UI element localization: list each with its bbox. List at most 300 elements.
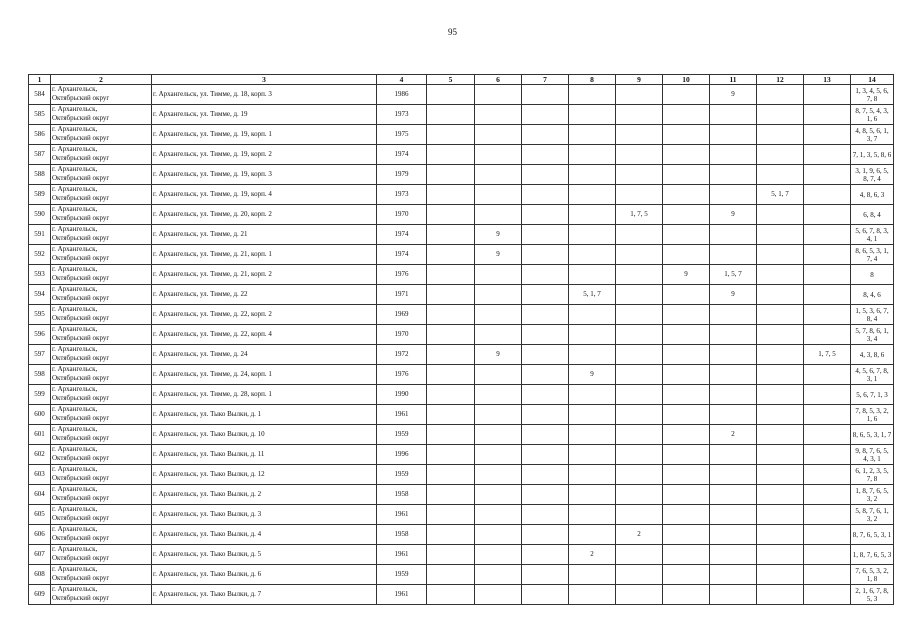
value-cell-col-8 [569,185,616,205]
value-cell-col-13 [804,205,851,225]
district-city: г. Архангельск, [52,285,98,293]
value-cell-col-8 [569,445,616,465]
address-cell: г. Архангельск, ул. Тимме, д. 19, корп. 1 [152,125,377,145]
sequence-cell: 8, 7, 6, 5, 3, 1 [851,525,894,545]
sequence-cell: 8, 7, 5, 4, 3, 1, 6 [851,105,894,125]
value-cell-col-7 [522,505,569,525]
value-cell-col-8 [569,145,616,165]
district-okrug: Октябрьский округ [52,554,110,562]
address-cell: г. Архангельск, ул. Тыко Вылки, д. 6 [152,565,377,585]
district-city: г. Архангельск, [52,585,98,593]
value-cell-col-8: 5, 1, 7 [569,285,616,305]
value-cell-col-9: 1, 7, 5 [616,205,663,225]
value-cell-col-11 [710,145,757,165]
value-cell-col-6 [475,465,522,485]
value-cell-col-12 [757,565,804,585]
table-row [29,325,894,345]
value-cell-col-9 [616,85,663,105]
table-row [29,525,894,545]
year-cell: 1974 [377,245,427,265]
value-cell-col-12 [757,165,804,185]
value-cell-col-12 [757,325,804,345]
value-cell-col-8 [569,465,616,485]
district-cell [51,185,152,205]
value-cell-col-9 [616,285,663,305]
district-okrug: Октябрьский округ [52,514,110,522]
value-cell-col-11 [710,385,757,405]
table-row [29,345,894,365]
table-row [29,385,894,405]
value-cell-col-6 [475,585,522,605]
value-cell-col-5 [427,505,475,525]
value-cell-col-13: 1, 7, 5 [804,345,851,365]
value-cell-col-10 [663,205,710,225]
district-okrug: Октябрьский округ [52,574,110,582]
address-cell: г. Архангельск, ул. Тимме, д. 19, корп. 3 [152,165,377,185]
value-cell-col-13 [804,385,851,405]
value-cell-col-13 [804,225,851,245]
value-cell-col-13 [804,505,851,525]
address-cell: г. Архангельск, ул. Тимме, д. 19, корп. 4 [152,185,377,205]
value-cell-col-6 [475,85,522,105]
row-number-cell: 593 [29,265,51,285]
year-cell: 1970 [377,325,427,345]
value-cell-col-6 [475,205,522,225]
address-cell: г. Архангельск, ул. Тыко Вылки, д. 10 [152,425,377,445]
value-cell-col-11: 9 [710,85,757,105]
value-cell-col-7 [522,305,569,325]
value-cell-col-12 [757,505,804,525]
value-cell-col-12 [757,365,804,385]
value-cell-col-5 [427,305,475,325]
district-cell [51,585,152,605]
value-cell-col-8 [569,345,616,365]
table-row [29,225,894,245]
district-okrug: Октябрьский округ [52,214,110,222]
value-cell-col-8 [569,425,616,445]
district-okrug: Октябрьский округ [52,414,110,422]
sequence-cell: 6, 1, 2, 3, 5, 7, 8 [851,465,894,485]
year-cell: 1976 [377,265,427,285]
value-cell-col-13 [804,525,851,545]
district-okrug: Октябрьский округ [52,154,110,162]
value-cell-col-5 [427,205,475,225]
value-cell-col-6 [475,425,522,445]
value-cell-col-10 [663,145,710,165]
row-number-cell: 588 [29,165,51,185]
value-cell-col-10 [663,245,710,265]
value-cell-col-11: 9 [710,285,757,305]
value-cell-col-5 [427,285,475,305]
year-cell: 1976 [377,365,427,385]
sequence-cell: 5, 8, 7, 6, 1, 3, 2 [851,505,894,525]
sequence-cell: 2, 1, 6, 7, 8, 5, 3 [851,585,894,605]
value-cell-col-7 [522,325,569,345]
address-cell: г. Архангельск, ул. Тыко Вылки, д. 2 [152,485,377,505]
page-number: 95 [448,27,457,37]
year-cell: 1975 [377,125,427,145]
address-cell: г. Архангельск, ул. Тимме, д. 22 [152,285,377,305]
column-header-13: 13 [804,75,851,85]
value-cell-col-13 [804,565,851,585]
row-number-cell: 584 [29,85,51,105]
value-cell-col-12 [757,545,804,565]
value-cell-col-7 [522,525,569,545]
district-city: г. Архангельск, [52,305,98,313]
sequence-cell: 1, 5, 3, 6, 7, 8, 4 [851,305,894,325]
value-cell-col-8: 2 [569,545,616,565]
value-cell-col-13 [804,165,851,185]
value-cell-col-5 [427,425,475,445]
district-okrug: Октябрьский округ [52,434,110,442]
value-cell-col-11 [710,305,757,325]
address-cell: г. Архангельск, ул. Тимме, д. 24, корп. 1 [152,365,377,385]
value-cell-col-7 [522,285,569,305]
value-cell-col-6 [475,185,522,205]
district-city: г. Архангельск, [52,445,98,453]
row-number-cell: 586 [29,125,51,145]
column-header-14: 14 [851,75,894,85]
value-cell-col-5 [427,565,475,585]
sequence-cell: 8 [851,265,894,285]
district-cell [51,265,152,285]
value-cell-col-8 [569,585,616,605]
value-cell-col-10 [663,505,710,525]
district-city: г. Архангельск, [52,565,98,573]
value-cell-col-8 [569,525,616,545]
value-cell-col-10 [663,165,710,185]
value-cell-col-8 [569,165,616,185]
value-cell-col-13 [804,425,851,445]
address-cell: г. Архангельск, ул. Тимме, д. 19 [152,105,377,125]
sequence-cell: 1, 8, 7, 6, 5, 3 [851,545,894,565]
value-cell-col-8 [569,325,616,345]
value-cell-col-5 [427,325,475,345]
value-cell-col-6 [475,305,522,325]
value-cell-col-7 [522,445,569,465]
value-cell-col-7 [522,85,569,105]
value-cell-col-5 [427,445,475,465]
value-cell-col-6 [475,525,522,545]
value-cell-col-9 [616,125,663,145]
sequence-cell: 4, 8, 5, 6, 1, 3, 7 [851,125,894,145]
value-cell-col-9 [616,425,663,445]
column-header-10: 10 [663,75,710,85]
district-cell [51,465,152,485]
year-cell: 1959 [377,425,427,445]
value-cell-col-6: 9 [475,225,522,245]
year-cell: 1958 [377,485,427,505]
sequence-cell: 1, 3, 4, 5, 6, 7, 8 [851,85,894,105]
row-number-cell: 595 [29,305,51,325]
value-cell-col-11: 1, 5, 7 [710,265,757,285]
column-header-8: 8 [569,75,616,85]
table-row [29,265,894,285]
column-header-5: 5 [427,75,475,85]
district-city: г. Архангельск, [52,545,98,553]
value-cell-col-12 [757,265,804,285]
value-cell-col-8 [569,505,616,525]
district-city: г. Архангельск, [52,125,98,133]
value-cell-col-11 [710,525,757,545]
value-cell-col-6: 9 [475,345,522,365]
value-cell-col-9 [616,585,663,605]
value-cell-col-6 [475,365,522,385]
value-cell-col-7 [522,265,569,285]
value-cell-col-6 [475,505,522,525]
district-cell [51,145,152,165]
district-cell [51,485,152,505]
sequence-cell: 4, 8, 6, 3 [851,185,894,205]
address-cell: г. Архангельск, ул. Тыко Вылки, д. 4 [152,525,377,545]
value-cell-col-10 [663,445,710,465]
address-cell: г. Архангельск, ул. Тимме, д. 22, корп. 2 [152,305,377,325]
value-cell-col-5 [427,265,475,285]
year-cell: 1959 [377,565,427,585]
district-okrug: Октябрьский округ [52,374,110,382]
value-cell-col-9 [616,385,663,405]
value-cell-col-7 [522,145,569,165]
table-row [29,465,894,485]
value-cell-col-10 [663,105,710,125]
district-cell [51,525,152,545]
district-cell [51,325,152,345]
value-cell-col-11 [710,505,757,525]
row-number-cell: 606 [29,525,51,545]
district-cell [51,365,152,385]
value-cell-col-12 [757,345,804,365]
value-cell-col-9 [616,485,663,505]
district-okrug: Октябрьский округ [52,134,110,142]
value-cell-col-13 [804,585,851,605]
value-cell-col-13 [804,445,851,465]
column-header-3: 3 [152,75,377,85]
year-cell: 1973 [377,105,427,125]
address-cell: г. Архангельск, ул. Тыко Вылки, д. 12 [152,465,377,485]
value-cell-col-12 [757,445,804,465]
value-cell-col-10 [663,485,710,505]
table-row [29,185,894,205]
address-cell: г. Архангельск, ул. Тимме, д. 24 [152,345,377,365]
value-cell-col-7 [522,345,569,365]
value-cell-col-11 [710,485,757,505]
value-cell-col-6 [475,325,522,345]
value-cell-col-10 [663,325,710,345]
value-cell-col-10: 9 [663,265,710,285]
value-cell-col-12 [757,585,804,605]
row-number-cell: 601 [29,425,51,445]
value-cell-col-12 [757,125,804,145]
year-cell: 1961 [377,505,427,525]
address-cell: г. Архангельск, ул. Тимме, д. 21 [152,225,377,245]
sequence-cell: 8, 4, 6 [851,285,894,305]
year-cell: 1970 [377,205,427,225]
row-number-cell: 591 [29,225,51,245]
value-cell-col-6 [475,265,522,285]
row-number-cell: 603 [29,465,51,485]
district-cell [51,445,152,465]
value-cell-col-10 [663,365,710,385]
value-cell-col-9 [616,345,663,365]
district-cell [51,405,152,425]
value-cell-col-5 [427,245,475,265]
value-cell-col-8: 9 [569,365,616,385]
housing-table [28,74,894,605]
district-okrug: Октябрьский округ [52,454,110,462]
value-cell-col-13 [804,125,851,145]
sequence-cell: 5, 7, 8, 6, 1, 3, 4 [851,325,894,345]
value-cell-col-10 [663,405,710,425]
address-cell: г. Архангельск, ул. Тимме, д. 21, корп. 2 [152,265,377,285]
value-cell-col-11 [710,345,757,365]
table-row [29,445,894,465]
row-number-cell: 605 [29,505,51,525]
address-cell: г. Архангельск, ул. Тыко Вылки, д. 3 [152,505,377,525]
year-cell: 1996 [377,445,427,465]
value-cell-col-12 [757,205,804,225]
value-cell-col-11 [710,405,757,425]
value-cell-col-6 [475,285,522,305]
year-cell: 1972 [377,345,427,365]
row-number-cell: 609 [29,585,51,605]
column-header-12: 12 [757,75,804,85]
district-city: г. Архангельск, [52,225,98,233]
value-cell-col-9 [616,265,663,285]
value-cell-col-9 [616,245,663,265]
value-cell-col-11: 9 [710,205,757,225]
table-row [29,285,894,305]
value-cell-col-6 [475,165,522,185]
value-cell-col-13 [804,265,851,285]
value-cell-col-9 [616,185,663,205]
value-cell-col-5 [427,165,475,185]
value-cell-col-7 [522,165,569,185]
value-cell-col-9 [616,545,663,565]
year-cell: 1961 [377,585,427,605]
value-cell-col-13 [804,365,851,385]
value-cell-col-6 [475,445,522,465]
value-cell-col-8 [569,205,616,225]
district-city: г. Архангельск, [52,245,98,253]
value-cell-col-9 [616,445,663,465]
table-row [29,485,894,505]
table-header-row [29,75,894,85]
district-cell [51,105,152,125]
district-okrug: Октябрьский округ [52,534,110,542]
value-cell-col-10 [663,385,710,405]
value-cell-col-13 [804,305,851,325]
year-cell: 1961 [377,545,427,565]
table-row [29,425,894,445]
row-number-cell: 600 [29,405,51,425]
value-cell-col-13 [804,545,851,565]
year-cell: 1979 [377,165,427,185]
value-cell-col-10 [663,425,710,445]
district-okrug: Октябрьский округ [52,594,110,602]
column-header-4: 4 [377,75,427,85]
table-row [29,125,894,145]
sequence-cell: 3, 1, 9, 6, 5, 8, 7, 4 [851,165,894,185]
value-cell-col-5 [427,405,475,425]
year-cell: 1959 [377,465,427,485]
district-city: г. Архангельск, [52,325,98,333]
value-cell-col-5 [427,545,475,565]
value-cell-col-5 [427,105,475,125]
value-cell-col-6 [475,405,522,425]
district-okrug: Октябрьский округ [52,294,110,302]
value-cell-col-8 [569,85,616,105]
district-city: г. Архангельск, [52,365,98,373]
table-row [29,505,894,525]
table-row [29,105,894,125]
value-cell-col-8 [569,385,616,405]
value-cell-col-5 [427,485,475,505]
value-cell-col-10 [663,185,710,205]
district-city: г. Архангельск, [52,265,98,273]
value-cell-col-9 [616,565,663,585]
district-cell [51,85,152,105]
value-cell-col-5 [427,185,475,205]
district-cell [51,245,152,265]
value-cell-col-11 [710,165,757,185]
value-cell-col-13 [804,85,851,105]
value-cell-col-11 [710,465,757,485]
value-cell-col-8 [569,125,616,145]
row-number-cell: 598 [29,365,51,385]
district-okrug: Октябрьский округ [52,314,110,322]
value-cell-col-9 [616,505,663,525]
value-cell-col-9 [616,145,663,165]
value-cell-col-11: 2 [710,425,757,445]
value-cell-col-12 [757,425,804,445]
table-row [29,565,894,585]
column-header-7: 7 [522,75,569,85]
year-cell: 1973 [377,185,427,205]
district-okrug: Октябрьский округ [52,494,110,502]
value-cell-col-6 [475,545,522,565]
row-number-cell: 587 [29,145,51,165]
value-cell-col-8 [569,245,616,265]
sequence-cell: 5, 6, 7, 8, 3, 4, 1 [851,225,894,245]
sequence-cell: 7, 8, 5, 3, 2, 1, 6 [851,405,894,425]
district-city: г. Архангельск, [52,385,98,393]
value-cell-col-7 [522,245,569,265]
district-okrug: Октябрьский округ [52,234,110,242]
value-cell-col-6 [475,485,522,505]
value-cell-col-13 [804,485,851,505]
value-cell-col-10 [663,565,710,585]
value-cell-col-12 [757,485,804,505]
value-cell-col-13 [804,465,851,485]
sequence-cell: 6, 8, 4 [851,205,894,225]
value-cell-col-12 [757,385,804,405]
value-cell-col-5 [427,585,475,605]
row-number-cell: 608 [29,565,51,585]
value-cell-col-7 [522,545,569,565]
address-cell: г. Архангельск, ул. Тыко Вылки, д. 1 [152,405,377,425]
district-okrug: Октябрьский округ [52,174,110,182]
value-cell-col-8 [569,265,616,285]
row-number-cell: 607 [29,545,51,565]
value-cell-col-7 [522,205,569,225]
district-okrug: Октябрьский округ [52,94,110,102]
value-cell-col-5 [427,365,475,385]
address-cell: г. Архангельск, ул. Тыко Вылки, д. 7 [152,585,377,605]
value-cell-col-9 [616,325,663,345]
value-cell-col-12 [757,225,804,245]
value-cell-col-7 [522,225,569,245]
value-cell-col-7 [522,365,569,385]
